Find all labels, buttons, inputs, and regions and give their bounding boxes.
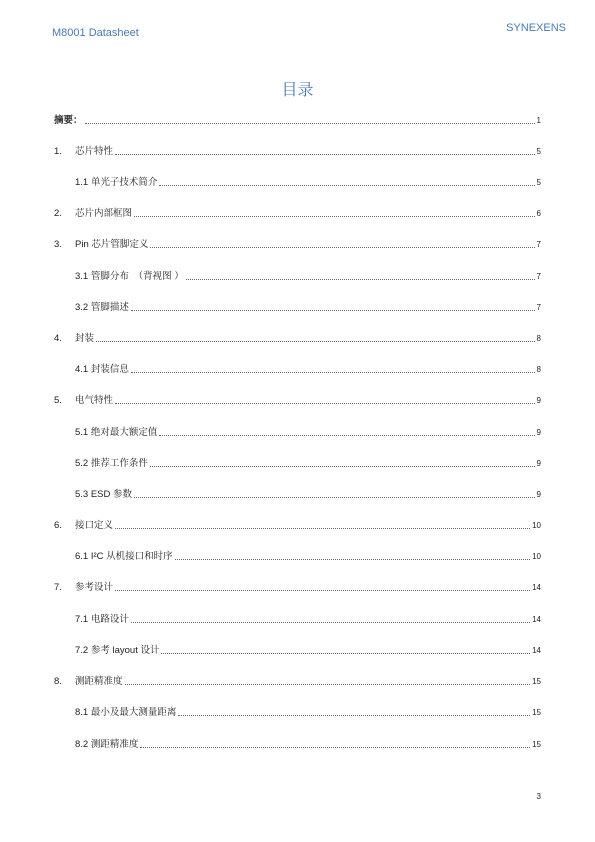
toc-dot-leader <box>115 590 530 591</box>
toc-entry-title: 3.1 管脚分布 （背视图 ） <box>75 271 184 282</box>
toc-entry[interactable] <box>54 518 541 532</box>
toc-entry-page: 15 <box>532 677 541 686</box>
toc-entry-title: 接口定义 <box>75 520 114 531</box>
toc-entry[interactable] <box>75 612 541 626</box>
toc-entry[interactable] <box>75 549 541 563</box>
toc-entry-page: 10 <box>532 521 541 530</box>
toc-entry-title: 摘要： <box>54 115 83 126</box>
toc-entry-number: 7. <box>54 582 62 593</box>
toc-entry[interactable] <box>75 300 541 314</box>
toc-entry-page: 14 <box>532 615 541 624</box>
toc-entry[interactable] <box>54 674 541 688</box>
toc-entry-page: 7 <box>536 240 541 249</box>
toc-entry-page: 9 <box>536 396 541 405</box>
toc-entry-page: 5 <box>536 178 541 187</box>
toc-dot-leader <box>131 372 535 373</box>
toc-entry-page: 15 <box>532 708 541 717</box>
toc-entry-title: 电气特性 <box>75 395 114 406</box>
page-number: 3 <box>536 792 541 801</box>
toc-entry-page: 15 <box>532 740 541 749</box>
document-title: M8001 Datasheet <box>52 27 139 39</box>
toc-entry[interactable] <box>54 237 541 251</box>
toc-entry-title: 芯片特性 <box>75 146 114 157</box>
toc-entry-page: 9 <box>536 428 541 437</box>
toc-dot-leader <box>115 154 535 155</box>
toc-entry-page: 5 <box>536 147 541 156</box>
toc-dot-leader <box>131 622 530 623</box>
toc-entry-title: 7.2 参考 layout 设计 <box>75 645 160 656</box>
toc-entry-page: 8 <box>536 365 541 374</box>
toc-entry-title: Pin 芯片管脚定义 <box>75 239 149 250</box>
toc-dot-leader <box>178 715 530 716</box>
toc-entry[interactable] <box>75 175 541 189</box>
toc-entry-title: 测距精准度 <box>75 676 123 687</box>
toc-dot-leader <box>159 185 534 186</box>
toc-entry[interactable] <box>75 362 541 376</box>
toc-dot-leader <box>140 747 530 748</box>
toc-entry-page: 9 <box>536 490 541 499</box>
toc-entry-title: 芯片内部框图 <box>75 208 133 219</box>
toc-entry[interactable] <box>54 331 541 345</box>
toc-entry-page: 6 <box>536 209 541 218</box>
toc-entry-number: 4. <box>54 333 62 344</box>
toc-entry-title: 1.1 单光子技术简介 <box>75 177 158 188</box>
toc-entry-title: 5.2 推荐工作条件 <box>75 458 148 469</box>
toc-dot-leader <box>134 497 535 498</box>
toc-entry[interactable] <box>75 643 541 657</box>
toc-entry[interactable] <box>75 456 541 470</box>
toc-entry-number: 2. <box>54 208 62 219</box>
toc-entry-page: 14 <box>532 583 541 592</box>
toc-entry-page: 7 <box>536 303 541 312</box>
toc-entry[interactable] <box>75 269 541 283</box>
toc-entry-page: 7 <box>536 272 541 281</box>
toc-entry-number: 3. <box>54 239 62 250</box>
toc-entry-title: 5.1 绝对最大额定值 <box>75 427 158 438</box>
toc-entry[interactable] <box>54 393 541 407</box>
toc-entry-title: 3.2 管脚描述 <box>75 302 129 313</box>
toc-dot-leader <box>115 403 535 404</box>
toc-entry-title: 7.1 电路设计 <box>75 614 129 625</box>
toc-entry[interactable] <box>75 737 541 751</box>
toc-entry[interactable] <box>75 487 541 501</box>
toc-entry-title: 8.1 最小及最大测量距离 <box>75 707 177 718</box>
toc-dot-leader <box>125 684 531 685</box>
toc-entry[interactable] <box>75 705 541 719</box>
toc-entry-number: 8. <box>54 676 62 687</box>
toc-dot-leader <box>159 435 534 436</box>
toc-entry-page: 10 <box>532 552 541 561</box>
toc-dot-leader <box>134 216 535 217</box>
toc-entry-page: 9 <box>536 459 541 468</box>
toc-entry[interactable] <box>75 425 541 439</box>
brand-name: SYNEXENS <box>506 22 566 34</box>
toc-dot-leader <box>131 310 535 311</box>
toc-dot-leader <box>161 653 530 654</box>
toc-entry[interactable] <box>54 206 541 220</box>
toc-entry-number: 5. <box>54 395 62 406</box>
toc-entry-page: 14 <box>532 646 541 655</box>
toc-dot-leader <box>150 247 534 248</box>
toc-entry-title: 8.2 测距精准度 <box>75 739 139 750</box>
toc-dot-leader <box>96 341 535 342</box>
toc-dot-leader <box>150 466 535 467</box>
toc-entry-title: 参考设计 <box>75 582 114 593</box>
toc-entry[interactable] <box>54 113 541 127</box>
toc-entry-title: 6.1 I²C 从机接口和时序 <box>75 551 173 562</box>
toc-entry-page: 1 <box>536 116 541 125</box>
toc-dot-leader <box>115 528 530 529</box>
toc-entry-title: 封装 <box>75 333 95 344</box>
toc-entry-number: 1. <box>54 146 62 157</box>
toc-dot-leader <box>175 559 530 560</box>
toc-entry-title: 4.1 封装信息 <box>75 364 129 375</box>
toc-heading: 目录 <box>281 82 314 99</box>
toc-entry-number: 6. <box>54 520 62 531</box>
toc-entry-page: 8 <box>536 334 541 343</box>
toc-dot-leader <box>186 279 535 280</box>
toc-entry[interactable] <box>54 144 541 158</box>
toc-entry[interactable] <box>54 580 541 594</box>
toc-entry-title: 5.3 ESD 参数 <box>75 489 133 500</box>
toc-dot-leader <box>85 123 535 124</box>
